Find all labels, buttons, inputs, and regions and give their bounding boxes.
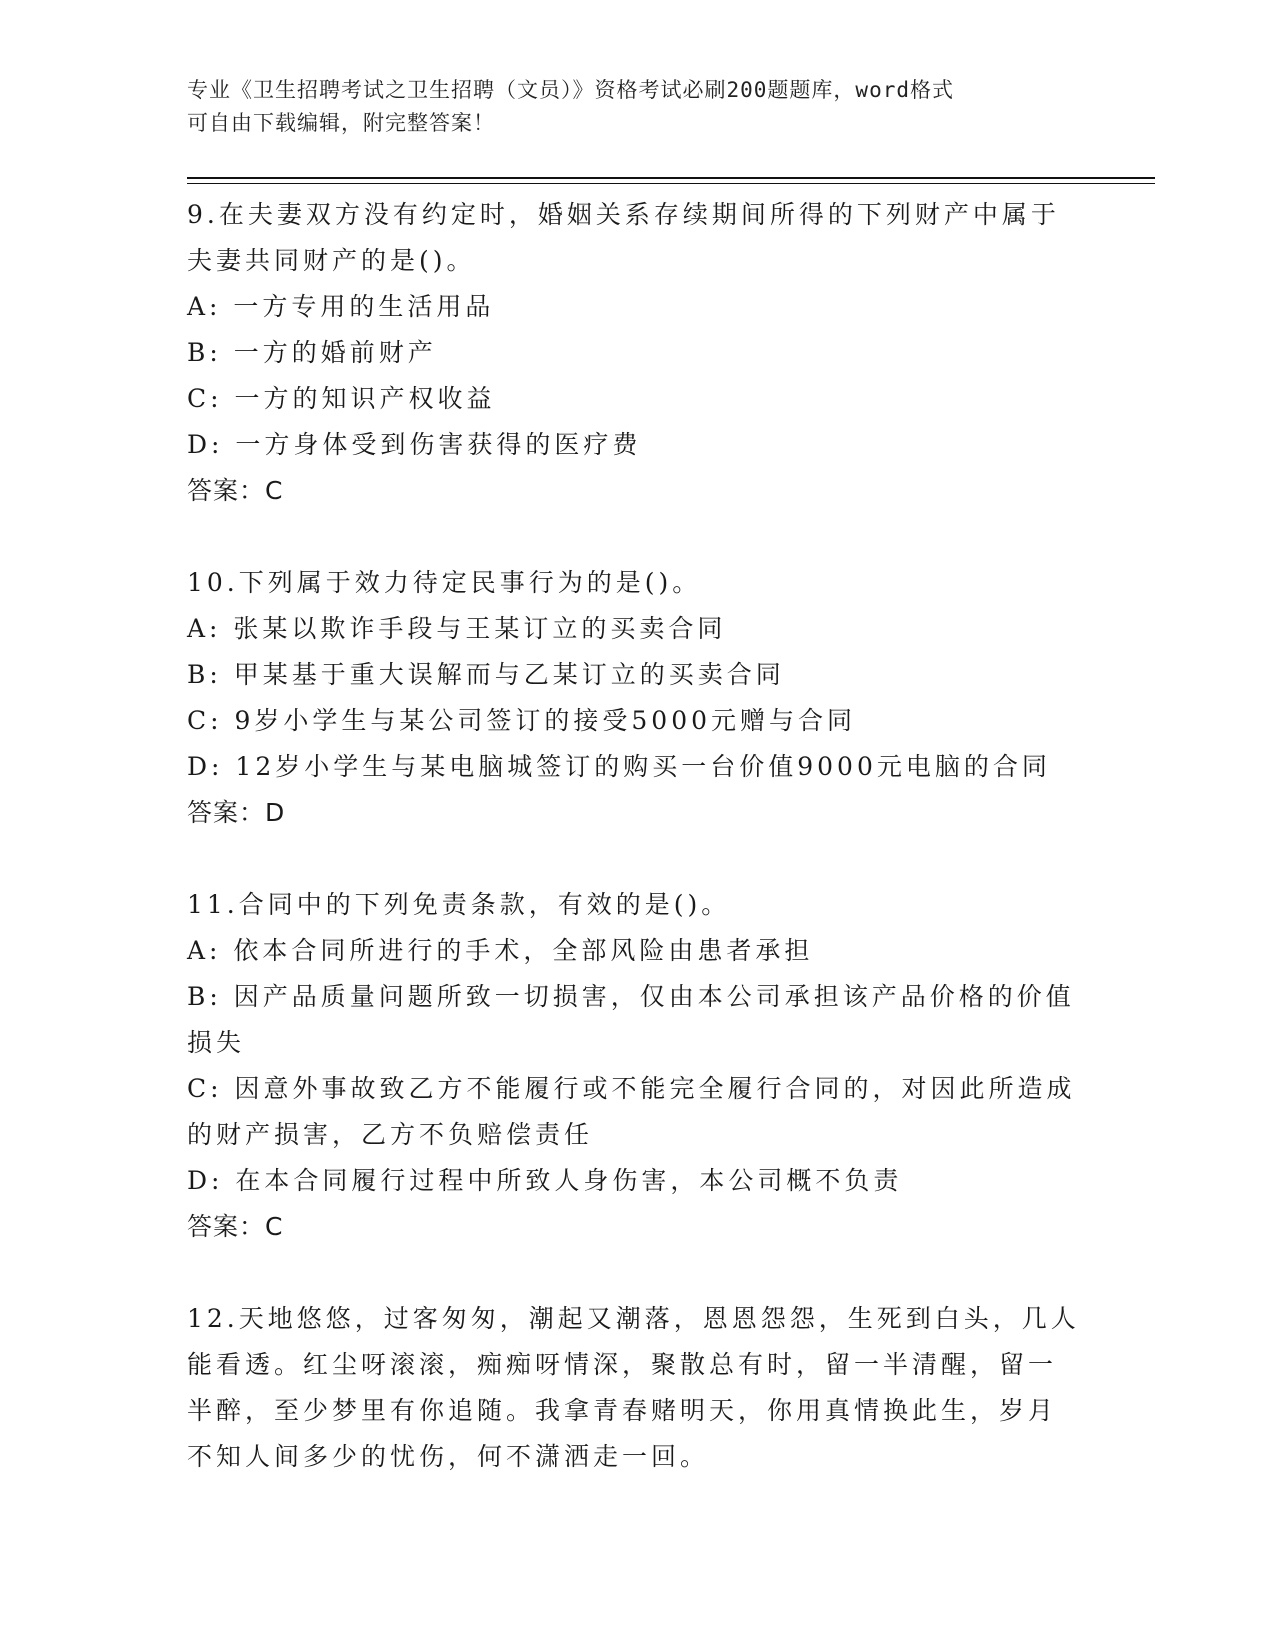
option-a: A: 张某以欺诈手段与王某订立的买卖合同 — [187, 614, 727, 643]
header-rule-thin — [187, 183, 1155, 184]
question-list — [187, 192, 1087, 1480]
option-c-continued: 的财产损害，乙方不负赔偿责任 — [187, 1120, 594, 1149]
option-a: A: 一方专用的生活用品 — [187, 292, 495, 321]
question-stem-line: 半醉，至少梦里有你追随。我拿青春赌明天，你用真情换此生，岁月 — [187, 1396, 1058, 1425]
question-stem-line: 不知人间多少的忧伤，何不潇洒走一回。 — [187, 1442, 710, 1471]
header-line-1: 专业《卫生招聘考试之卫生招聘（文员）》资格考试必刷200题题库，word格式 — [187, 78, 954, 102]
question-9 — [187, 192, 1087, 514]
option-d: D: 12岁小学生与某电脑城签订的购买一台价值9000元电脑的合同 — [187, 752, 1051, 781]
answer-label: 答案：C — [187, 476, 284, 505]
option-b-continued: 损失 — [187, 1028, 246, 1057]
question-stem-line: 11.合同中的下列免责条款，有效的是()。 — [187, 890, 731, 919]
question-spacer — [187, 514, 1087, 560]
question-stem-line: 能看透。红尘呀滚滚，痴痴呀情深，聚散总有时，留一半清醒，留一 — [187, 1350, 1058, 1379]
option-c: C: 9岁小学生与某公司签订的接受5000元赠与合同 — [187, 706, 857, 735]
header-rule-thick — [187, 177, 1155, 179]
option-c: C: 因意外事故致乙方不能履行或不能完全履行合同的，对因此所造成 — [187, 1074, 1076, 1103]
question-spacer — [187, 836, 1087, 882]
question-11 — [187, 882, 1087, 1250]
option-a: A: 依本合同所进行的手术，全部风险由患者承担 — [187, 936, 814, 965]
answer-label: 答案：D — [187, 798, 286, 827]
question-10 — [187, 560, 1087, 836]
option-c: C: 一方的知识产权收益 — [187, 384, 496, 413]
option-b: B: 甲某基于重大误解而与乙某订立的买卖合同 — [187, 660, 785, 689]
option-d: D: 一方身体受到伤害获得的医疗费 — [187, 430, 642, 459]
document-header — [187, 74, 1067, 140]
question-stem-line: 9.在夫妻双方没有约定时，婚姻关系存续期间所得的下列财产中属于 — [187, 200, 1060, 229]
header-line-2: 可自由下载编辑，附完整答案！ — [187, 111, 495, 135]
option-d: D: 在本合同履行过程中所致人身伤害，本公司概不负责 — [187, 1166, 903, 1195]
question-stem-line: 夫妻共同财产的是()。 — [187, 246, 476, 275]
option-b: B: 一方的婚前财产 — [187, 338, 437, 367]
answer-label: 答案：C — [187, 1212, 284, 1241]
option-b: B: 因产品质量问题所致一切损害，仅由本公司承担该产品价格的价值 — [187, 982, 1075, 1011]
question-spacer — [187, 1250, 1087, 1296]
question-12 — [187, 1296, 1087, 1480]
question-stem-line: 10.下列属于效力待定民事行为的是()。 — [187, 568, 702, 597]
question-stem-line: 12.天地悠悠，过客匆匆，潮起又潮落，恩恩怨怨，生死到白头，几人 — [187, 1304, 1080, 1333]
